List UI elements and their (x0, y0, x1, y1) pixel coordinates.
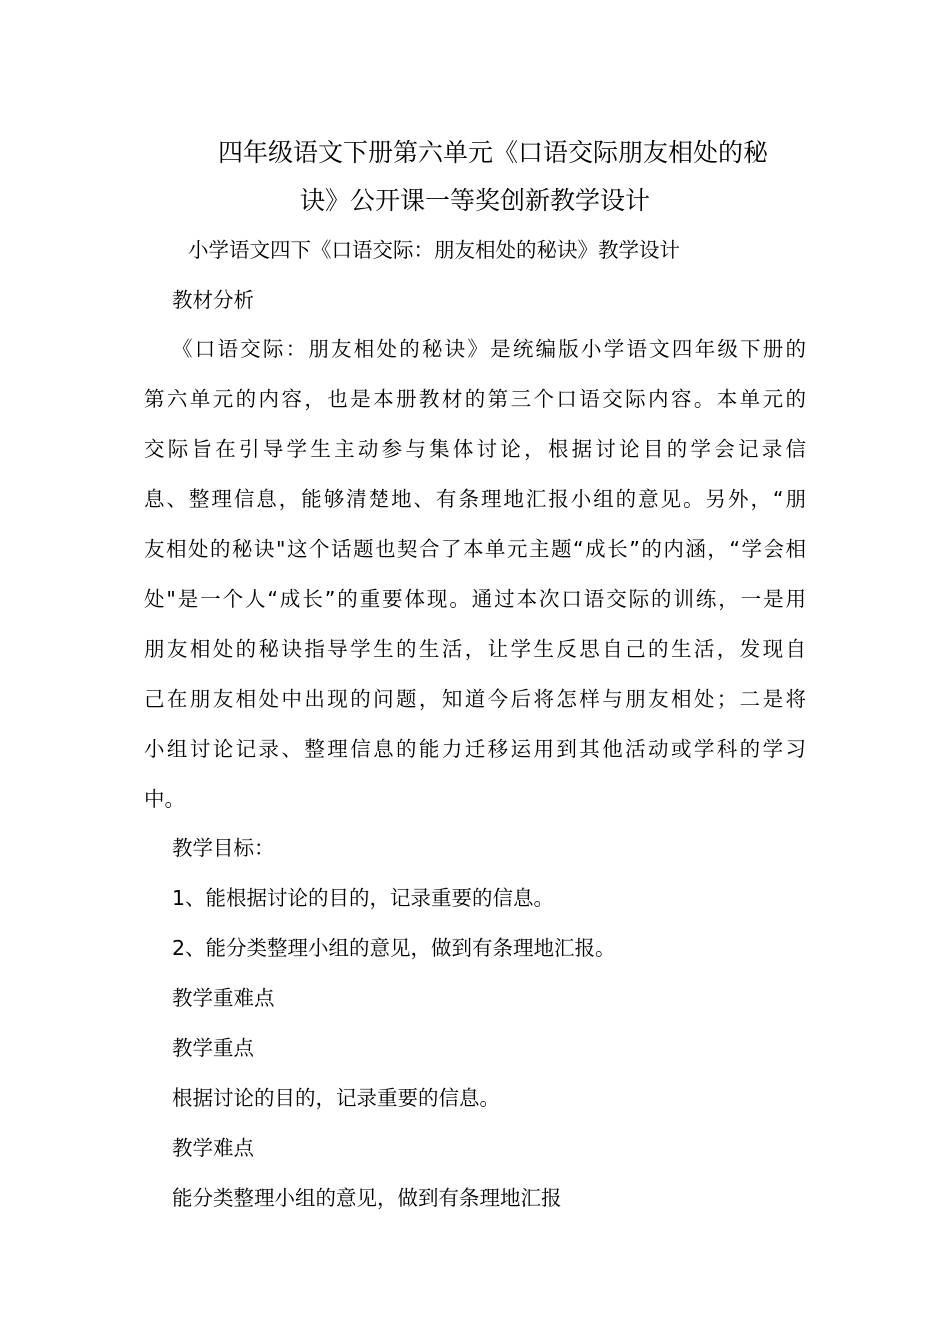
section-heading-key-difficult: 教学重难点 (172, 986, 275, 1010)
paragraph-line: 息、整理信息，能够清楚地、有条理地汇报小组的意见。另外，“朋 (144, 487, 806, 511)
paragraph-line: 交际旨在引导学生主动参与集体讨论，根据讨论目的学会记录信 (144, 437, 806, 461)
paragraph-line: 处"是一个人“成长”的重要体现。通过本次口语交际的训练，一是用 (144, 587, 806, 611)
document-title-line-1: 四年级语文下册第六单元《口语交际朋友相处的秘 (218, 138, 769, 167)
paragraph-line: 第六单元的内容，也是本册教材的第三个口语交际内容。本单元的 (144, 387, 806, 411)
paragraph-line: 小组讨论记录、整理信息的能力迁移运用到其他活动或学科的学习 (144, 737, 806, 761)
paragraph-line: 《口语交际：朋友相处的秘诀》是统编版小学语文四年级下册的 (172, 337, 806, 361)
document-title-line-2: 诀》公开课一等奖创新教学设计 (299, 186, 650, 215)
section-heading-analysis: 教材分析 (172, 288, 254, 312)
goal-item-2: 2、能分类整理小组的意见，做到有条理地汇报。 (172, 936, 616, 960)
paragraph-line: 友相处的秘诀"这个话题也契合了本单元主题“成长”的内涵，“学会相 (144, 537, 806, 561)
section-heading-key: 教学重点 (172, 1036, 254, 1060)
section-heading-goals: 教学目标： (172, 836, 275, 860)
paragraph-line: 朋友相处的秘诀指导学生的生活，让学生反思自己的生活，发现自 (144, 637, 806, 661)
difficult-point-text: 能分类整理小组的意见，做到有条理地汇报 (172, 1186, 562, 1210)
analysis-paragraph (144, 331, 806, 831)
document-subtitle: 小学语文四下《口语交际：朋友相处的秘诀》教学设计 (188, 238, 680, 262)
paragraph-line: 中。 (144, 787, 185, 811)
goal-item-1: 1、能根据讨论的目的，记录重要的信息。 (172, 886, 555, 910)
section-heading-difficult: 教学难点 (172, 1136, 254, 1160)
paragraph-line: 己在朋友相处中出现的问题，知道今后将怎样与朋友相处；二是将 (144, 687, 806, 711)
key-point-text: 根据讨论的目的，记录重要的信息。 (172, 1086, 500, 1110)
